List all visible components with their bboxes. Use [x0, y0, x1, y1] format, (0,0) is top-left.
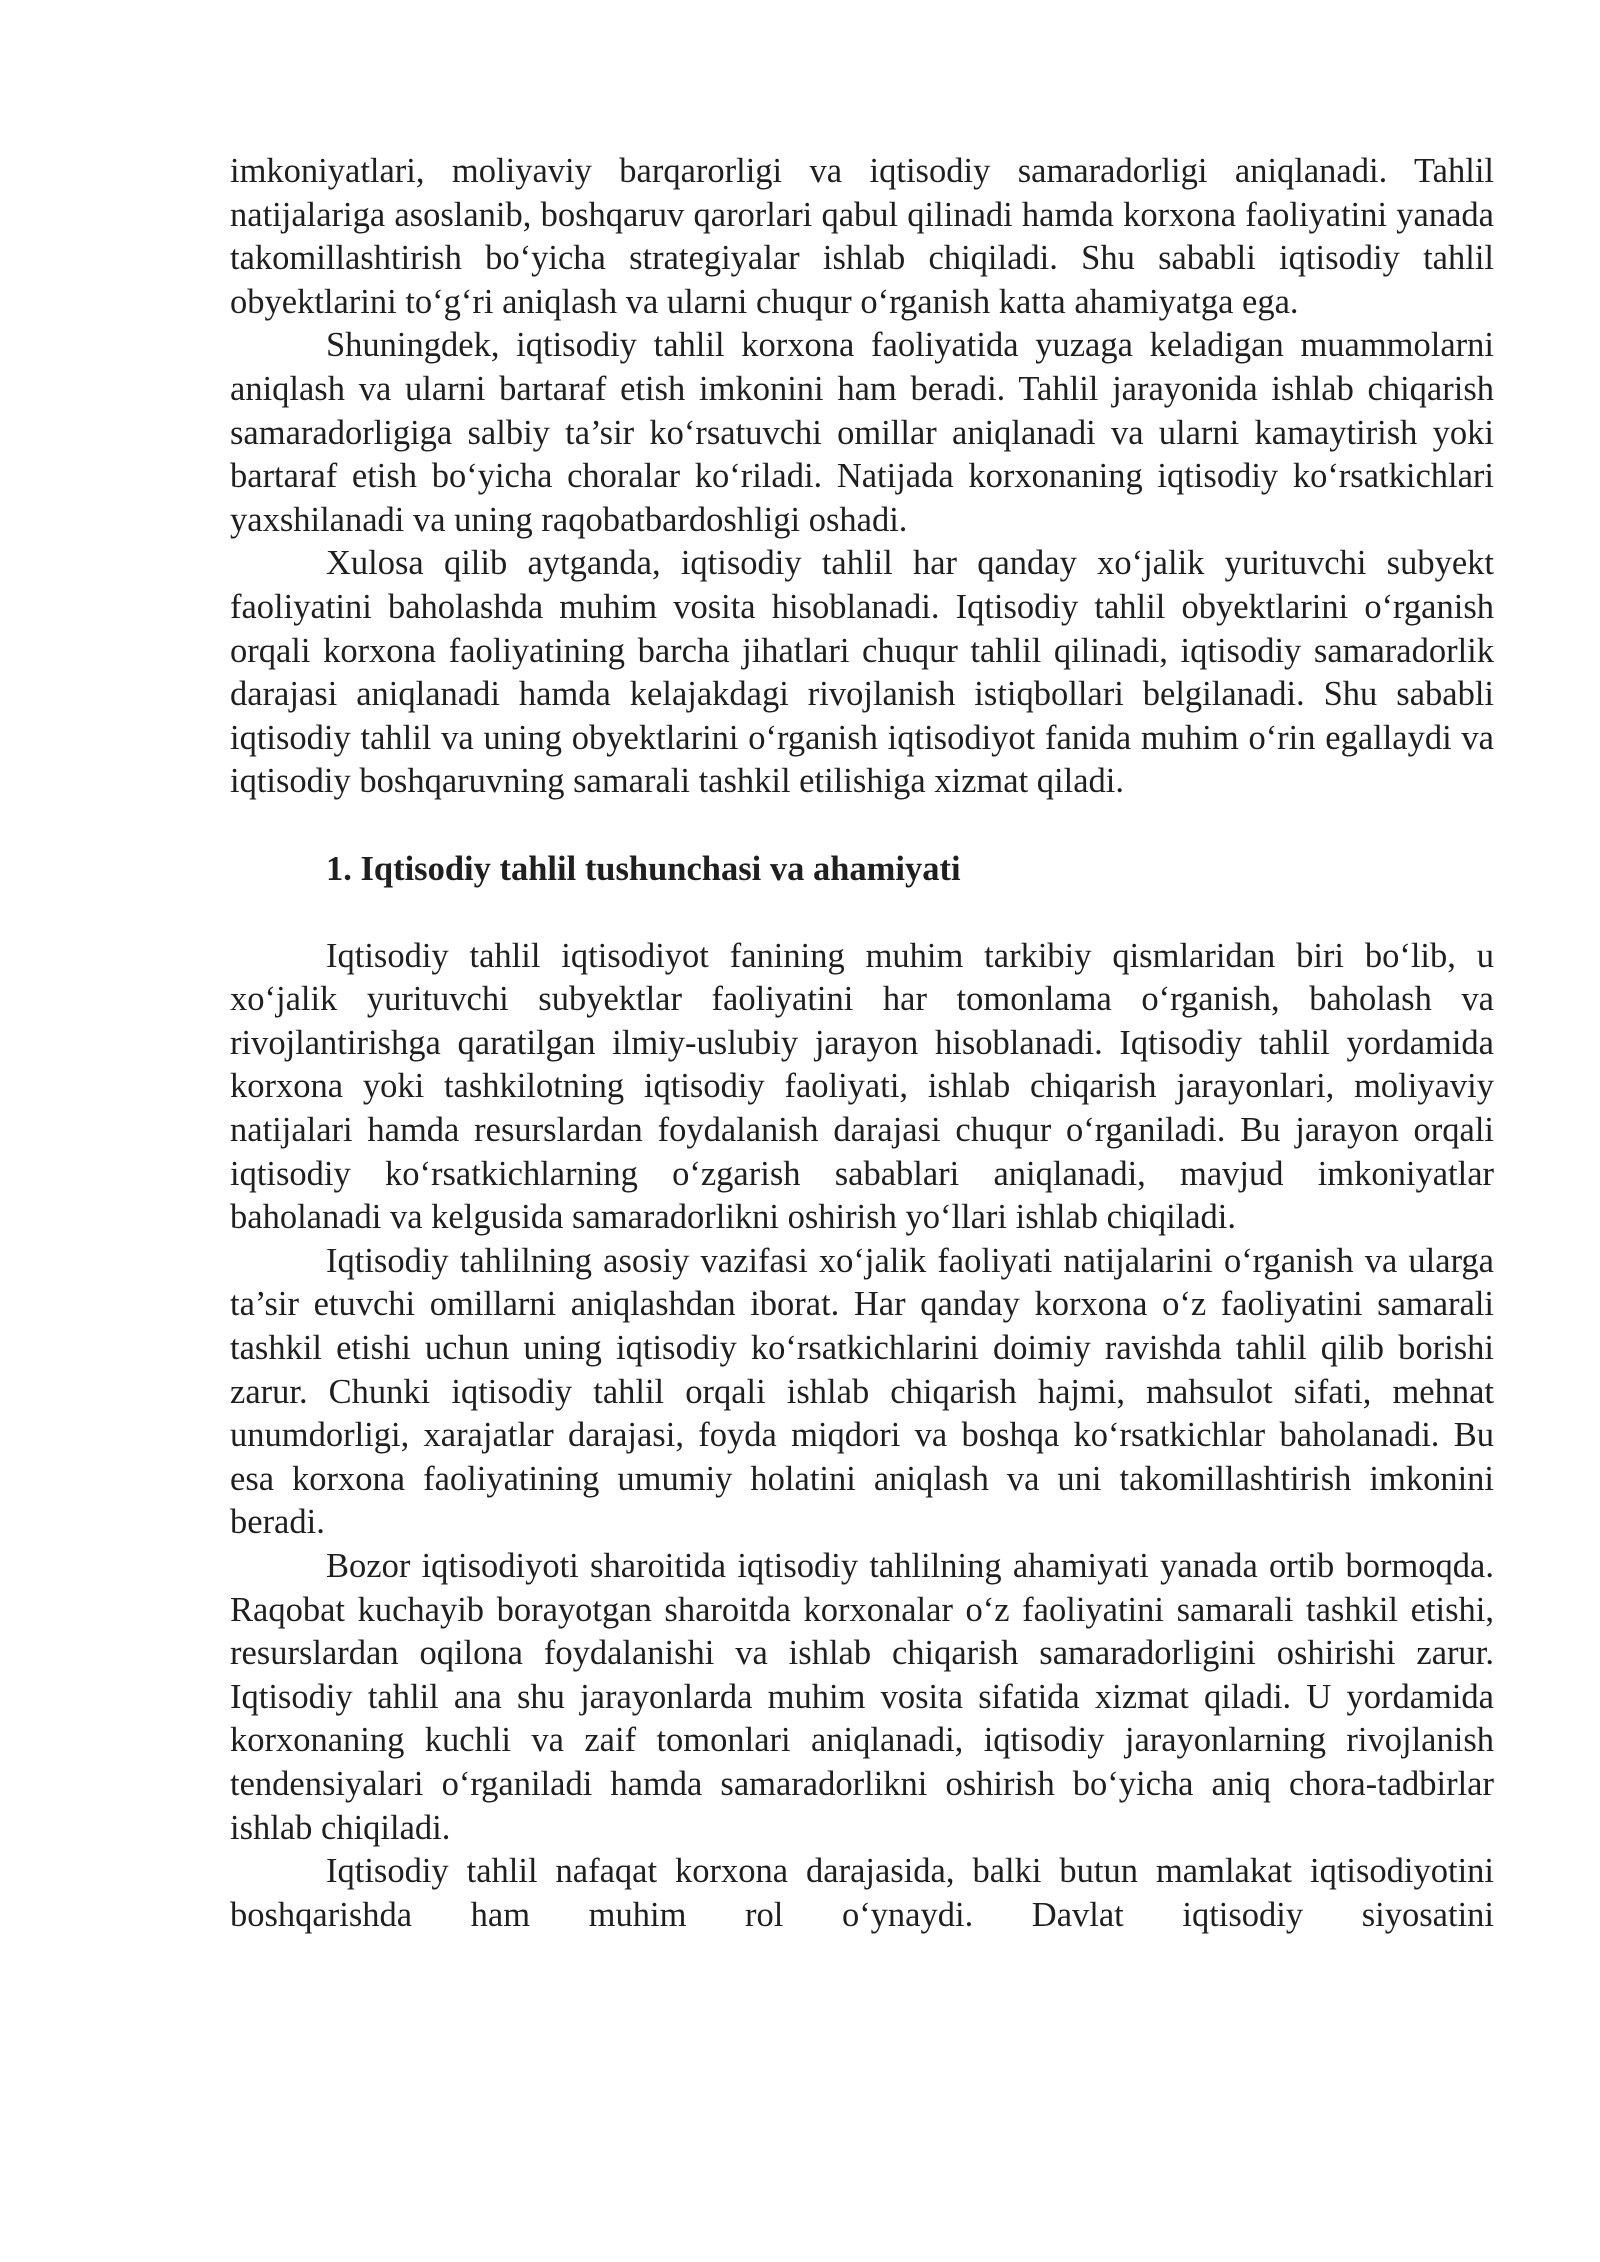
- paragraph: Iqtisodiy tahlilning asosiy vazifasi xoʻjalik faoliyati natijalarini oʻrganish va ularga ta’sir etuvchi omillarni aniqlashdan iborat. Har qanday korxona oʻz faoliyatini samarali tashkil etishi uchun uning iqtisodiy koʻrsatkichlarini doimiy ravishda tahlil qilib borishi zarur. Chunki iqtisodiy tahlil orqali ishlab chiqarish hajmi, mahsulot sifati, mehnat unumdorligi, xarajatlar darajasi, foyda miqdori va boshqa koʻrsatkichlar baholanadi. Bu esa korxona faoliyatining umumiy holatini aniqlash va uni takomillashtirish imkonini beradi.: [230, 1241, 1494, 1542]
- paragraph: Iqtisodiy tahlil nafaqat korxona darajasida, balki butun mamlakat iqtisodiyotini boshqarishda ham muhim rol oʻynaydi. Davlat iqtisodiy siyosatini: [230, 1852, 1494, 1934]
- document-page: [230, 150, 1494, 1937]
- paragraph: Bozor iqtisodiyoti sharoitida iqtisodiy tahlilning ahamiyati yanada ortib bormoqda. Raqobat kuchayib borayotgan sharoitda korxonalar oʻz faoliyatini samarali tashkil etishi, resurslardan oqilona foydalanishi va ishlab chiqarish samaradorligini oshirishi zarur. Iqtisodiy tahlil ana shu jarayonlarda muhim vosita sifatida xizmat qiladi. U yordamida korxonaning kuchli va zaif tomonlari aniqlanadi, iqtisodiy jarayonlarning rivojlanish tendensiyalari oʻrganiladi hamda samaradorlikni oshirish boʻyicha aniq chora-tadbirlar ishlab chiqiladi.: [230, 1547, 1494, 1847]
- paragraph: imkoniyatlari, moliyaviy barqarorligi va iqtisodiy samaradorligi aniqlanadi. Tahlil natijalariga asoslanib, boshqaruv qarorlari qabul qilinadi hamda korxona faoliyatini yanada takomillashtirish boʻyicha strategiyalar ishlab chiqiladi. Shu sababli iqtisodiy tahlil obyektlarini toʻgʻri aniqlash va ularni chuqur oʻrganish katta ahamiyatga ega.: [230, 152, 1494, 321]
- paragraph: Iqtisodiy tahlil iqtisodiyot fanining muhim tarkibiy qismlaridan biri boʻlib, u xoʻjalik yurituvchi subyektlar faoliyatini har tomonlama oʻrganish, baholash va rivojlantirishga qaratilgan ilmiy-uslubiy jarayon hisoblanadi. Iqtisodiy tahlil yordamida korxona yoki tashkilotning iqtisodiy faoliyati, ishlab chiqarish jarayonlari, moliyaviy natijalari hamda resurslardan foydalanish darajasi chuqur oʻrganiladi. Bu jarayon orqali iqtisodiy koʻrsatkichlarning oʻzgarish sabablari aniqlanadi, mavjud imkoniyatlar baholanadi va kelgusida samaradorlikni oshirish yoʻllari ishlab chiqiladi.: [230, 936, 1494, 1237]
- paragraph: Xulosa qilib aytganda, iqtisodiy tahlil har qanday xoʻjalik yurituvchi subyekt faoliyatini baholashda muhim vosita hisoblanadi. Iqtisodiy tahlil obyektlarini oʻrganish orqali korxona faoliyatining barcha jihatlari chuqur tahlil qilinadi, iqtisodiy samaradorlik darajasi aniqlanadi hamda kelajakdagi rivojlanish istiqbollari belgilanadi. Shu sababli iqtisodiy tahlil va uning obyektlarini oʻrganish iqtisodiyot fanida muhim oʻrin egallaydi va iqtisodiy boshqaruvning samarali tashkil etilishiga xizmat qiladi.: [230, 544, 1494, 801]
- paragraph: Shuningdek, iqtisodiy tahlil korxona faoliyatida yuzaga keladigan muammolarni aniqlash va ularni bartaraf etish imkonini ham beradi. Tahlil jarayonida ishlab chiqarish samaradorligiga salbiy ta’sir koʻrsatuvchi omillar aniqlanadi va ularni kamaytirish yoki bartaraf etish boʻyicha choralar koʻriladi. Natijada korxonaning iqtisodiy koʻrsatkichlari yaxshilanadi va uning raqobatbardoshligi oshadi.: [230, 326, 1494, 539]
- section-heading: 1. Iqtisodiy tahlil tushunchasi va ahamiyati: [326, 849, 961, 888]
